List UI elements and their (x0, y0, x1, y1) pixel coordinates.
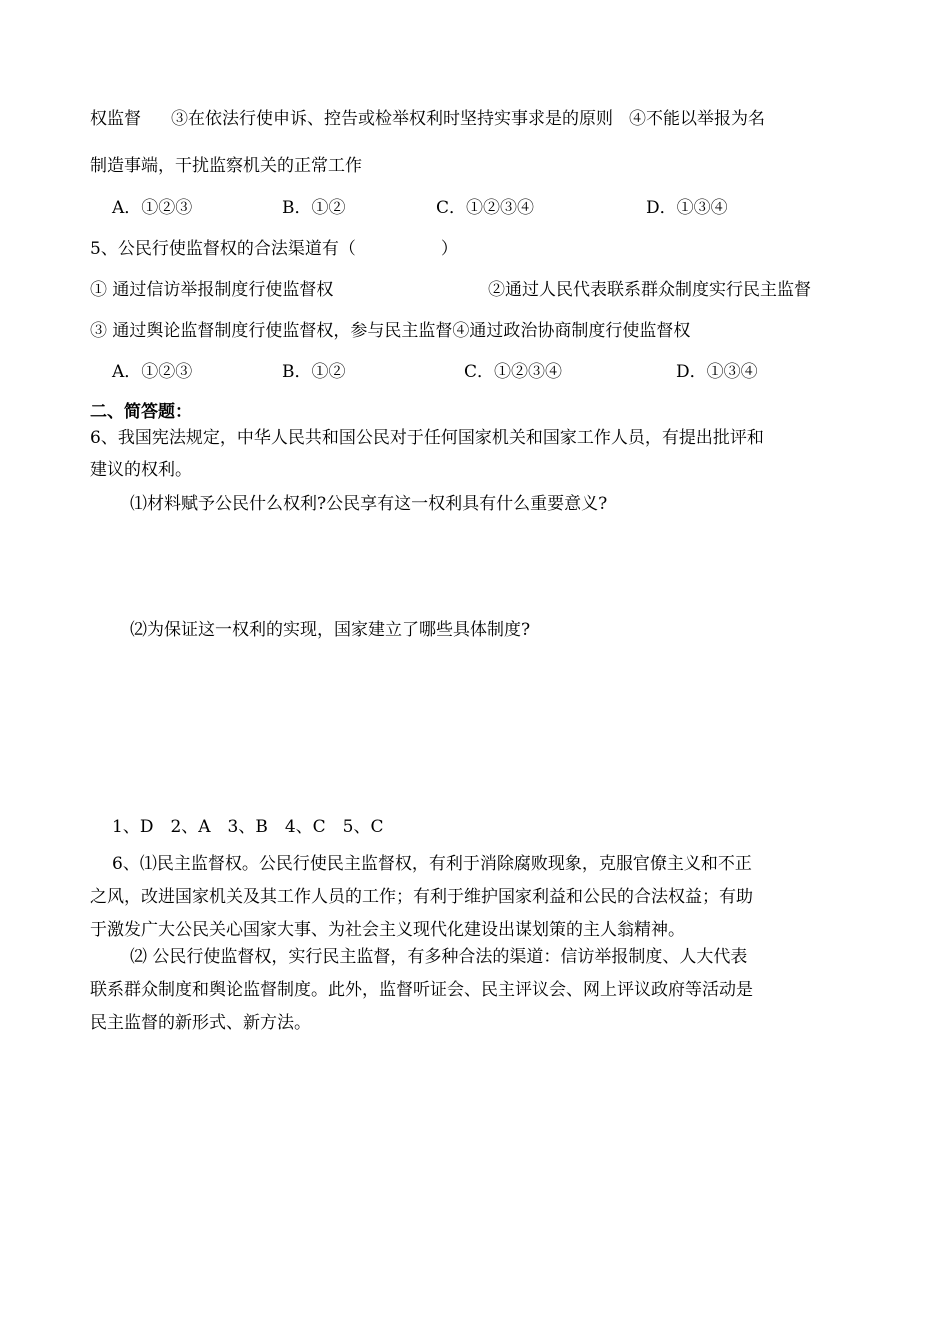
q6-stem-line-1: 6、我国宪法规定，中华人民共和国公民对于任何国家机关和国家工作人员，有提出批评和 (90, 428, 764, 448)
q5-item-1: ① 通过信访举报制度行使监督权 (90, 280, 334, 300)
answers-multiple-choice: 1、D 2、A 3、B 4、C 5、C (112, 817, 384, 837)
q5-option-c: C．①②③④ (464, 362, 563, 382)
q5-items-row-2: ③ 通过舆论监督制度行使监督权，参与民主监督④通过政治协商制度行使监督权 (90, 321, 691, 341)
q6-stem-line-2: 建议的权利。 (90, 460, 192, 480)
q5-option-b: B．①② (282, 362, 346, 382)
q4-text-a: 权监督 (90, 109, 141, 129)
q5-option-d: D．①③④ (676, 362, 758, 382)
q6-subquestion-1: ⑴材料赋予公民什么权利?公民享有这一权利具有什么重要意义? (130, 494, 608, 514)
answer-6-2-line-1: ⑵ 公民行使监督权，实行民主监督，有多种合法的渠道：信访举报制度、人大代表 (130, 947, 748, 967)
q4-option-d: D．①③④ (646, 198, 728, 218)
answer-6-1-line-1: 6、⑴民主监督权。公民行使民主监督权，有利于消除腐败现象，克服官僚主义和不正 (112, 854, 752, 874)
q6-subquestion-2: ⑵为保证这一权利的实现，国家建立了哪些具体制度? (130, 620, 531, 640)
q4-option-a: A．①②③ (112, 198, 193, 218)
q5-items-row-1 (90, 275, 811, 300)
section-heading: 二、简答题： (90, 402, 192, 422)
answer-6-1-line-2: 之风，改进国家机关及其工作人员的工作；有利于维护国家利益和公民的合法权益；有助 (90, 887, 753, 907)
answer-6-2-line-2: 联系群众制度和舆论监督制度。此外，监督听证会、民主评议会、网上评议政府等活动是 (90, 980, 753, 1000)
q4-option-c: C．①②③④ (436, 198, 535, 218)
q4-item-4: ④不能以举报为名 (629, 109, 765, 129)
q4-continuation-line-1 (90, 104, 765, 129)
q5-option-a: A．①②③ (112, 362, 193, 382)
q4-item-3: ③在依法行使申诉、控告或检举权利时坚持实事求是的原则 (171, 109, 613, 129)
q4-option-b: B．①② (282, 198, 346, 218)
answer-6-2-line-3: 民主监督的新形式、新方法。 (90, 1013, 311, 1033)
q4-continuation-line-2: 制造事端，干扰监察机关的正常工作 (90, 156, 362, 176)
q5-item-2: ②通过人民代表联系群众制度实行民主监督 (488, 280, 811, 300)
q5-stem: 5、公民行使监督权的合法渠道有（ ） (90, 239, 458, 259)
answer-6-1-line-3: 于激发广大公民关心国家大事、为社会主义现代化建设出谋划策的主人翁精神。 (90, 920, 685, 940)
